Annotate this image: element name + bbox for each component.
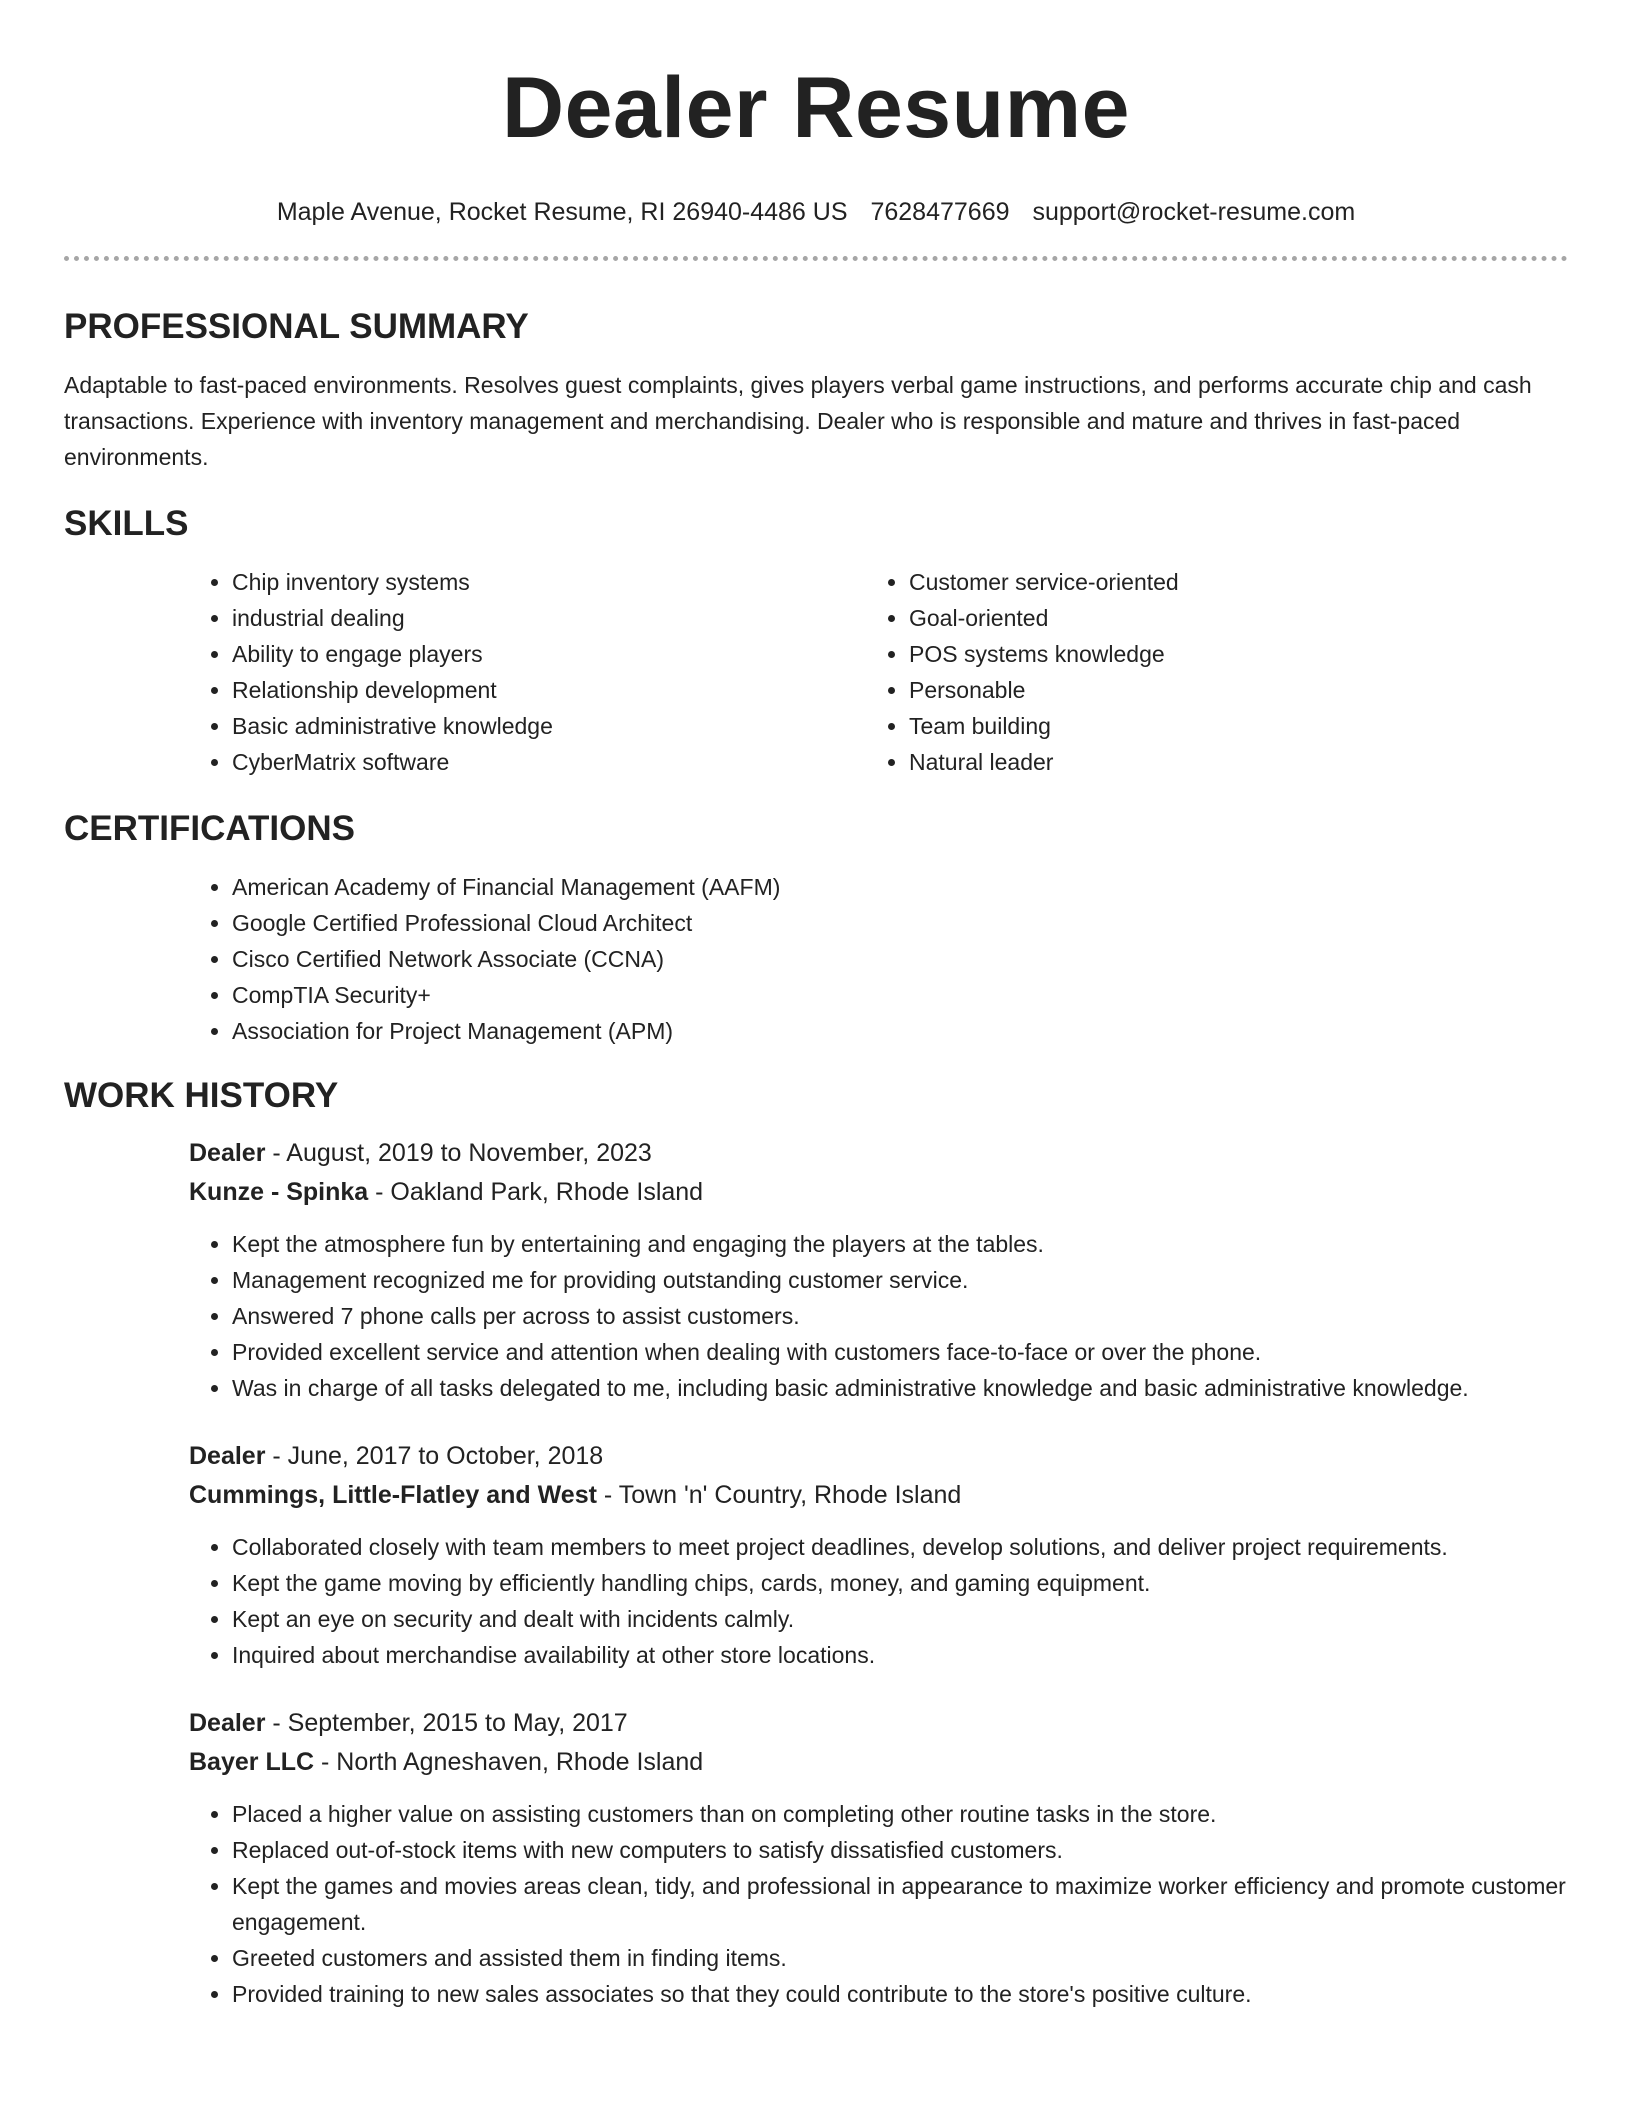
section-title-summary: PROFESSIONAL SUMMARY	[64, 307, 529, 346]
section-title-skills: SKILLS	[64, 504, 189, 543]
skill-item: • Personable	[909, 672, 1543, 708]
certification-item: • CompTIA Security+	[232, 977, 1568, 1013]
job-bullet: • Kept the atmosphere fun by entertaining and engaging the players at the tables.	[232, 1226, 1568, 1262]
skill-item: • Team building	[909, 708, 1543, 744]
job-bullet: • Placed a higher value on assisting customers than on completing other routine tasks in the store.	[232, 1796, 1568, 1832]
contact-address: Maple Avenue, Rocket Resume, RI 26940-4486 US	[276, 198, 848, 226]
job-bullet: • Provided excellent service and attention when dealing with customers face-to-face or over the phone.	[232, 1334, 1568, 1370]
job-bullet: • Collaborated closely with team members to meet project deadlines, develop solutions, and deliver project requirements.	[232, 1529, 1568, 1565]
job-dates: - August, 2019 to November, 2023	[265, 1139, 652, 1167]
skill-item: • industrial dealing	[232, 600, 866, 636]
skill-item: • Relationship development	[232, 672, 866, 708]
job-role: Dealer	[189, 1139, 266, 1167]
job-location: - North Agneshaven, Rhode Island	[314, 1748, 704, 1776]
skill-item: • Goal-oriented	[909, 600, 1543, 636]
contact-phone: 7628477669	[870, 198, 1010, 226]
contact-line	[64, 196, 1568, 228]
section-title-certifications: CERTIFICATIONS	[64, 809, 356, 848]
job-bullet: • Kept the games and movies areas clean, tidy, and professional in appearance to maximize worker efficiency and promote customer engagement.	[232, 1868, 1568, 1940]
skills-column-right	[866, 564, 1543, 780]
skill-item: • CyberMatrix software	[232, 744, 866, 780]
job-bullet: • Was in charge of all tasks delegated to me, including basic administrative knowledge and basic administrative knowledge.	[232, 1370, 1568, 1406]
job-title-line	[189, 1704, 1568, 1743]
certification-item: • Association for Project Management (APM)	[232, 1013, 1568, 1049]
skill-item: • Customer service-oriented	[909, 564, 1543, 600]
summary-text: Adaptable to fast-paced environments. Resolves guest complaints, gives players verbal game instructions, and performs accurate chip and cash transactions. Experience with inventory management and merchandising. Dealer who is responsible and mature and thrives in fast-paced environments.	[64, 372, 1532, 470]
skill-item: • POS systems knowledge	[909, 636, 1543, 672]
job-bullet: • Kept an eye on security and dealt with incidents calmly.	[232, 1601, 1568, 1637]
job-entry	[189, 1437, 1568, 1673]
certification-item: • Google Certified Professional Cloud Architect	[232, 905, 1568, 941]
resume-name: Dealer Resume	[502, 60, 1130, 156]
skill-item: • Chip inventory systems	[232, 564, 866, 600]
header-divider	[64, 256, 1568, 261]
job-role: Dealer	[189, 1442, 266, 1470]
job-bullet: • Inquired about merchandise availability at other store locations.	[232, 1637, 1568, 1673]
skills-column-left	[189, 564, 866, 780]
job-bullet: • Management recognized me for providing outstanding customer service.	[232, 1262, 1568, 1298]
job-bullet: • Answered 7 phone calls per across to assist customers.	[232, 1298, 1568, 1334]
job-entry	[189, 1704, 1568, 2012]
certification-item: • Cisco Certified Network Associate (CCNA)	[232, 941, 1568, 977]
skill-item: • Basic administrative knowledge	[232, 708, 866, 744]
skill-item: • Ability to engage players	[232, 636, 866, 672]
job-company-line	[189, 1743, 1568, 1782]
job-dates: - September, 2015 to May, 2017	[265, 1709, 628, 1737]
job-dates: - June, 2017 to October, 2018	[265, 1442, 604, 1470]
certifications-list	[189, 869, 1568, 1049]
job-bullet: • Greeted customers and assisted them in finding items.	[232, 1940, 1568, 1976]
job-title-line	[189, 1437, 1568, 1476]
job-bullets	[189, 1529, 1568, 1673]
job-company: Kunze - Spinka	[189, 1178, 369, 1206]
job-company-line	[189, 1476, 1568, 1515]
skills-list	[189, 564, 1568, 780]
section-title-work-history: WORK HISTORY	[64, 1076, 339, 1115]
job-company-line	[189, 1173, 1568, 1212]
job-bullets	[189, 1226, 1568, 1406]
certification-item: • American Academy of Financial Management (AAFM)	[232, 869, 1568, 905]
job-location: - Oakland Park, Rhode Island	[368, 1178, 704, 1206]
job-bullet: • Replaced out-of-stock items with new computers to satisfy dissatisfied customers.	[232, 1832, 1568, 1868]
job-bullets	[189, 1796, 1568, 2012]
contact-email: support@rocket-resume.com	[1032, 198, 1356, 226]
job-bullet: • Kept the game moving by efficiently handling chips, cards, money, and gaming equipment.	[232, 1565, 1568, 1601]
skill-item: • Natural leader	[909, 744, 1543, 780]
job-company: Cummings, Little-Flatley and West	[189, 1481, 597, 1509]
job-location: - Town 'n' Country, Rhode Island	[596, 1481, 962, 1509]
job-entry	[189, 1134, 1568, 1406]
job-bullet: • Provided training to new sales associates so that they could contribute to the store's positive culture.	[232, 1976, 1568, 2012]
job-company: Bayer LLC	[189, 1748, 315, 1776]
job-title-line	[189, 1134, 1568, 1173]
job-role: Dealer	[189, 1709, 266, 1737]
